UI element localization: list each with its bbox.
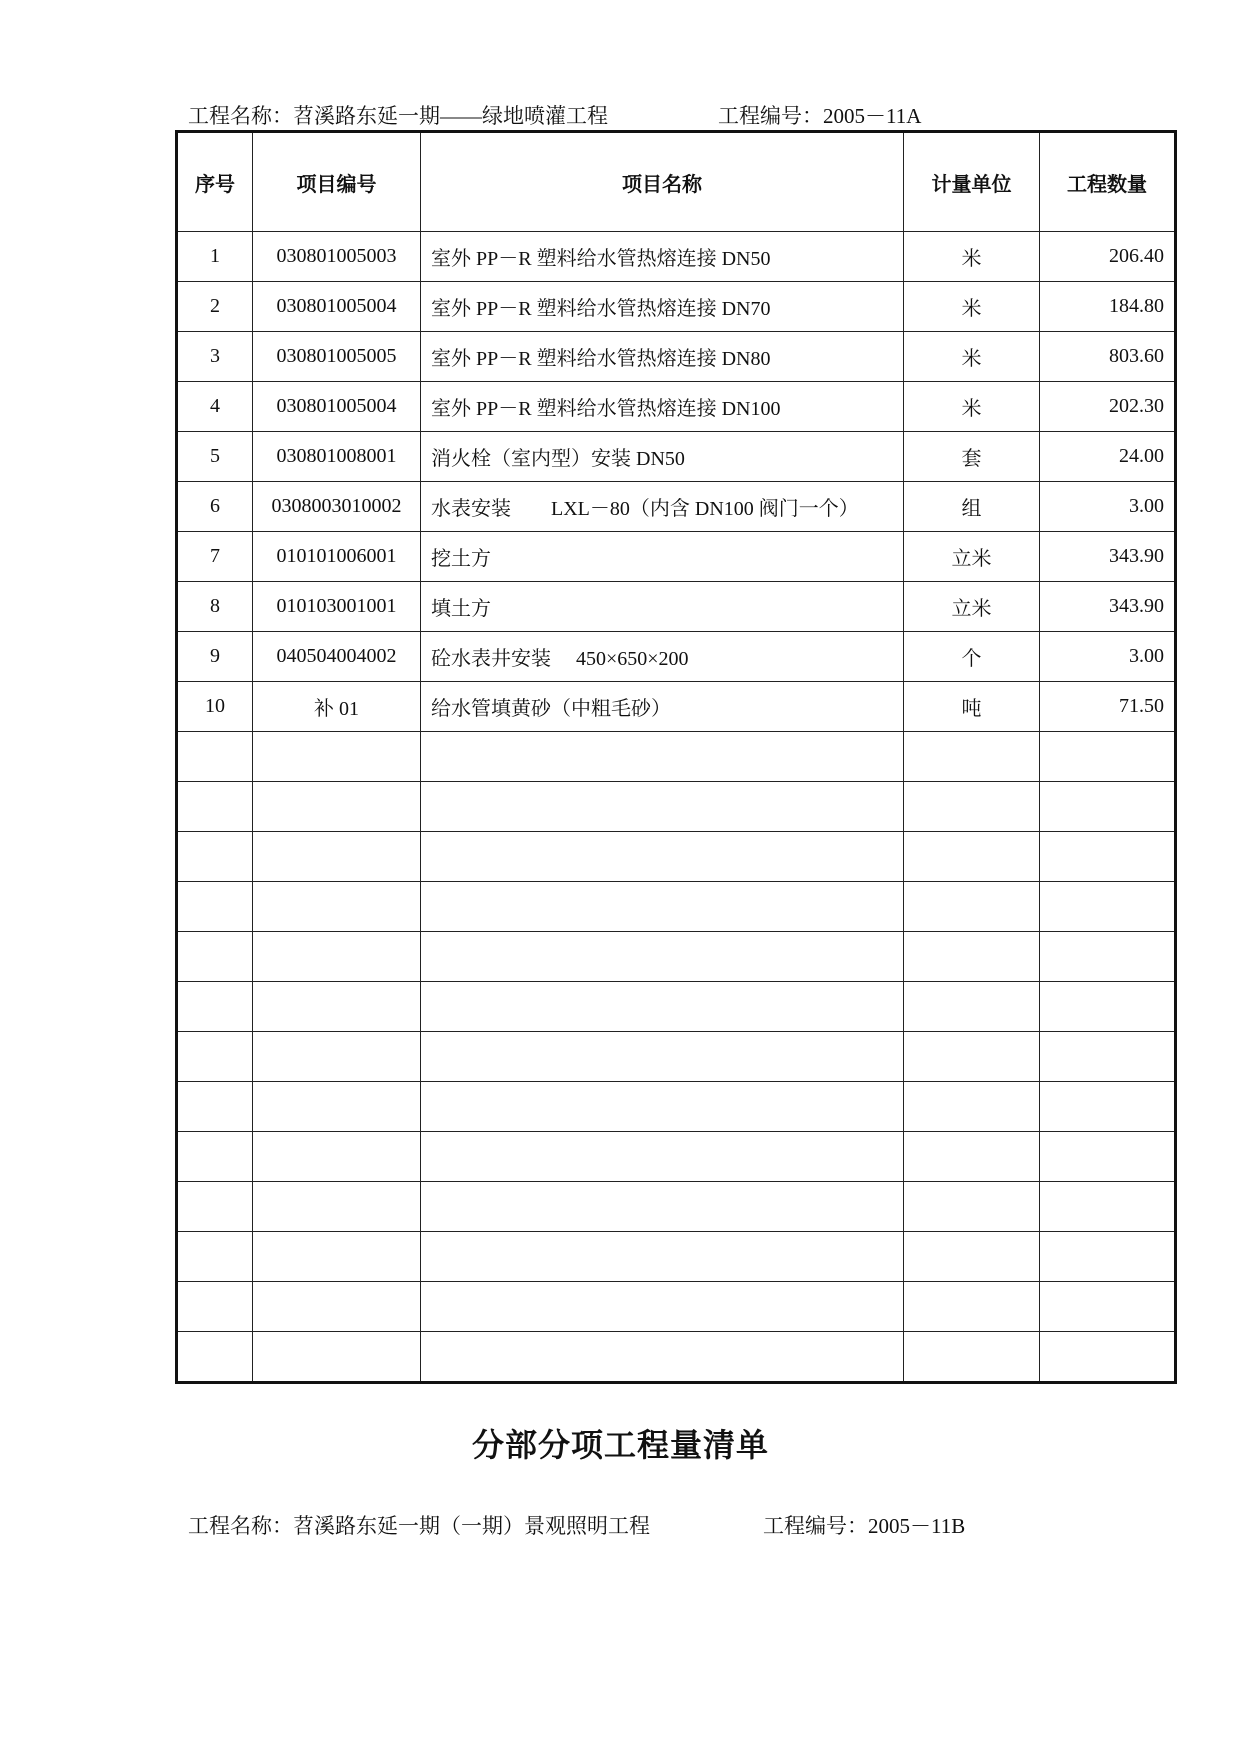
cell-name: 挖土方 bbox=[421, 532, 904, 582]
table-header-row bbox=[177, 132, 1176, 232]
cell-code bbox=[253, 982, 421, 1032]
cell-qty bbox=[1040, 932, 1176, 982]
cell-qty: 3.00 bbox=[1040, 482, 1176, 532]
table-row bbox=[177, 282, 1176, 332]
cell-qty: 202.30 bbox=[1040, 382, 1176, 432]
cell-code bbox=[253, 882, 421, 932]
cell-seq: 6 bbox=[177, 482, 253, 532]
cell-code: 040504004002 bbox=[253, 632, 421, 682]
cell-seq bbox=[177, 1282, 253, 1332]
cell-unit: 米 bbox=[904, 332, 1040, 382]
cell-qty: 24.00 bbox=[1040, 432, 1176, 482]
empty-table-row bbox=[177, 1182, 1176, 1232]
cell-seq: 4 bbox=[177, 382, 253, 432]
cell-name: 室外 PP－R 塑料给水管热熔连接 DN70 bbox=[421, 282, 904, 332]
cell-unit: 米 bbox=[904, 232, 1040, 282]
cell-seq bbox=[177, 1332, 253, 1383]
table-row bbox=[177, 382, 1176, 432]
cell-qty bbox=[1040, 832, 1176, 882]
cell-name bbox=[421, 832, 904, 882]
cell-unit bbox=[904, 982, 1040, 1032]
cell-unit: 个 bbox=[904, 632, 1040, 682]
cell-seq: 3 bbox=[177, 332, 253, 382]
cell-name: 填土方 bbox=[421, 582, 904, 632]
cell-code bbox=[253, 1032, 421, 1082]
col-header-qty: 工程数量 bbox=[1040, 132, 1176, 232]
cell-code bbox=[253, 732, 421, 782]
cell-code: 0308003010002 bbox=[253, 482, 421, 532]
cell-code bbox=[253, 1232, 421, 1282]
empty-table-row bbox=[177, 732, 1176, 782]
cell-name bbox=[421, 1082, 904, 1132]
cell-seq bbox=[177, 1182, 253, 1232]
table-row bbox=[177, 482, 1176, 532]
cell-qty bbox=[1040, 1132, 1176, 1182]
project-name-1: 工程名称：苕溪路东延一期——绿地喷灌工程 bbox=[188, 104, 608, 128]
cell-seq: 10 bbox=[177, 682, 253, 732]
cell-name bbox=[421, 732, 904, 782]
cell-qty bbox=[1040, 1082, 1176, 1132]
cell-unit bbox=[904, 1332, 1040, 1383]
col-header-seq: 序号 bbox=[177, 132, 253, 232]
cell-code bbox=[253, 932, 421, 982]
cell-name: 水表安装 LXL－80（内含 DN100 阀门一个） bbox=[421, 482, 904, 532]
table-row bbox=[177, 582, 1176, 632]
cell-name bbox=[421, 1032, 904, 1082]
cell-qty bbox=[1040, 1232, 1176, 1282]
cell-qty bbox=[1040, 782, 1176, 832]
cell-code bbox=[253, 1082, 421, 1132]
cell-unit bbox=[904, 782, 1040, 832]
cell-seq bbox=[177, 782, 253, 832]
col-header-name: 项目名称 bbox=[421, 132, 904, 232]
cell-unit bbox=[904, 832, 1040, 882]
cell-seq: 7 bbox=[177, 532, 253, 582]
cell-code: 030801005005 bbox=[253, 332, 421, 382]
cell-code: 030801005004 bbox=[253, 382, 421, 432]
cell-unit bbox=[904, 1232, 1040, 1282]
cell-qty: 343.90 bbox=[1040, 582, 1176, 632]
cell-code bbox=[253, 1132, 421, 1182]
empty-table-row bbox=[177, 1232, 1176, 1282]
cell-seq bbox=[177, 982, 253, 1032]
cell-unit: 立米 bbox=[904, 582, 1040, 632]
cell-qty: 184.80 bbox=[1040, 282, 1176, 332]
cell-seq bbox=[177, 732, 253, 782]
cell-qty: 343.90 bbox=[1040, 532, 1176, 582]
cell-seq bbox=[177, 832, 253, 882]
cell-code: 010103001001 bbox=[253, 582, 421, 632]
cell-unit: 立米 bbox=[904, 532, 1040, 582]
cell-seq: 9 bbox=[177, 632, 253, 682]
table-row bbox=[177, 682, 1176, 732]
cell-qty bbox=[1040, 1282, 1176, 1332]
project-code-1: 工程编号：2005－11A bbox=[718, 104, 922, 128]
cell-name: 室外 PP－R 塑料给水管热熔连接 DN80 bbox=[421, 332, 904, 382]
cell-unit: 米 bbox=[904, 282, 1040, 332]
cell-code: 010101006001 bbox=[253, 532, 421, 582]
cell-name bbox=[421, 1132, 904, 1182]
cell-code bbox=[253, 1182, 421, 1232]
cell-qty bbox=[1040, 1332, 1176, 1383]
cell-name bbox=[421, 1332, 904, 1383]
table-body bbox=[177, 232, 1176, 1383]
table-row bbox=[177, 332, 1176, 382]
empty-table-row bbox=[177, 1332, 1176, 1383]
cell-qty bbox=[1040, 882, 1176, 932]
cell-unit: 吨 bbox=[904, 682, 1040, 732]
cell-code bbox=[253, 782, 421, 832]
cell-code: 补 01 bbox=[253, 682, 421, 732]
cell-unit bbox=[904, 732, 1040, 782]
empty-table-row bbox=[177, 1032, 1176, 1082]
cell-name: 室外 PP－R 塑料给水管热熔连接 DN50 bbox=[421, 232, 904, 282]
empty-table-row bbox=[177, 782, 1176, 832]
cell-seq bbox=[177, 1132, 253, 1182]
cell-qty bbox=[1040, 982, 1176, 1032]
cell-unit bbox=[904, 1082, 1040, 1132]
cell-code bbox=[253, 1282, 421, 1332]
project-name-2: 工程名称：苕溪路东延一期（一期）景观照明工程 bbox=[188, 1514, 650, 1538]
cell-name bbox=[421, 882, 904, 932]
cell-unit bbox=[904, 1182, 1040, 1232]
table-row bbox=[177, 232, 1176, 282]
cell-name bbox=[421, 932, 904, 982]
cell-code: 030801005004 bbox=[253, 282, 421, 332]
cell-qty: 206.40 bbox=[1040, 232, 1176, 282]
empty-table-row bbox=[177, 1132, 1176, 1182]
empty-table-row bbox=[177, 932, 1176, 982]
cell-seq: 2 bbox=[177, 282, 253, 332]
cell-name: 砼水表井安装 450×650×200 bbox=[421, 632, 904, 682]
cell-unit bbox=[904, 932, 1040, 982]
cell-unit bbox=[904, 1032, 1040, 1082]
cell-qty bbox=[1040, 732, 1176, 782]
cell-code bbox=[253, 832, 421, 882]
cell-name bbox=[421, 982, 904, 1032]
cell-qty: 3.00 bbox=[1040, 632, 1176, 682]
section-title: 分部分项工程量清单 bbox=[471, 1426, 769, 1464]
empty-table-row bbox=[177, 1282, 1176, 1332]
col-header-unit: 计量单位 bbox=[904, 132, 1040, 232]
bill-table bbox=[175, 130, 1177, 1384]
cell-seq bbox=[177, 932, 253, 982]
cell-unit bbox=[904, 1132, 1040, 1182]
cell-name: 给水管填黄砂（中粗毛砂） bbox=[421, 682, 904, 732]
cell-code: 030801008001 bbox=[253, 432, 421, 482]
empty-table-row bbox=[177, 832, 1176, 882]
col-header-code: 项目编号 bbox=[253, 132, 421, 232]
cell-seq bbox=[177, 1082, 253, 1132]
cell-unit bbox=[904, 1282, 1040, 1332]
cell-name bbox=[421, 1232, 904, 1282]
cell-qty bbox=[1040, 1032, 1176, 1082]
cell-qty bbox=[1040, 1182, 1176, 1232]
cell-seq bbox=[177, 1032, 253, 1082]
table-row bbox=[177, 432, 1176, 482]
cell-qty: 71.50 bbox=[1040, 682, 1176, 732]
empty-table-row bbox=[177, 982, 1176, 1032]
table-row bbox=[177, 632, 1176, 682]
cell-name bbox=[421, 1282, 904, 1332]
cell-code: 030801005003 bbox=[253, 232, 421, 282]
cell-seq bbox=[177, 882, 253, 932]
project-code-2: 工程编号：2005－11B bbox=[763, 1514, 966, 1538]
cell-unit: 组 bbox=[904, 482, 1040, 532]
cell-name: 消火栓（室内型）安装 DN50 bbox=[421, 432, 904, 482]
table-row bbox=[177, 532, 1176, 582]
cell-unit: 套 bbox=[904, 432, 1040, 482]
cell-name: 室外 PP－R 塑料给水管热熔连接 DN100 bbox=[421, 382, 904, 432]
cell-seq: 1 bbox=[177, 232, 253, 282]
cell-unit: 米 bbox=[904, 382, 1040, 432]
cell-name bbox=[421, 782, 904, 832]
cell-qty: 803.60 bbox=[1040, 332, 1176, 382]
cell-code bbox=[253, 1332, 421, 1383]
cell-seq: 5 bbox=[177, 432, 253, 482]
cell-seq: 8 bbox=[177, 582, 253, 632]
empty-table-row bbox=[177, 1082, 1176, 1132]
cell-unit bbox=[904, 882, 1040, 932]
cell-name bbox=[421, 1182, 904, 1232]
cell-seq bbox=[177, 1232, 253, 1282]
empty-table-row bbox=[177, 882, 1176, 932]
